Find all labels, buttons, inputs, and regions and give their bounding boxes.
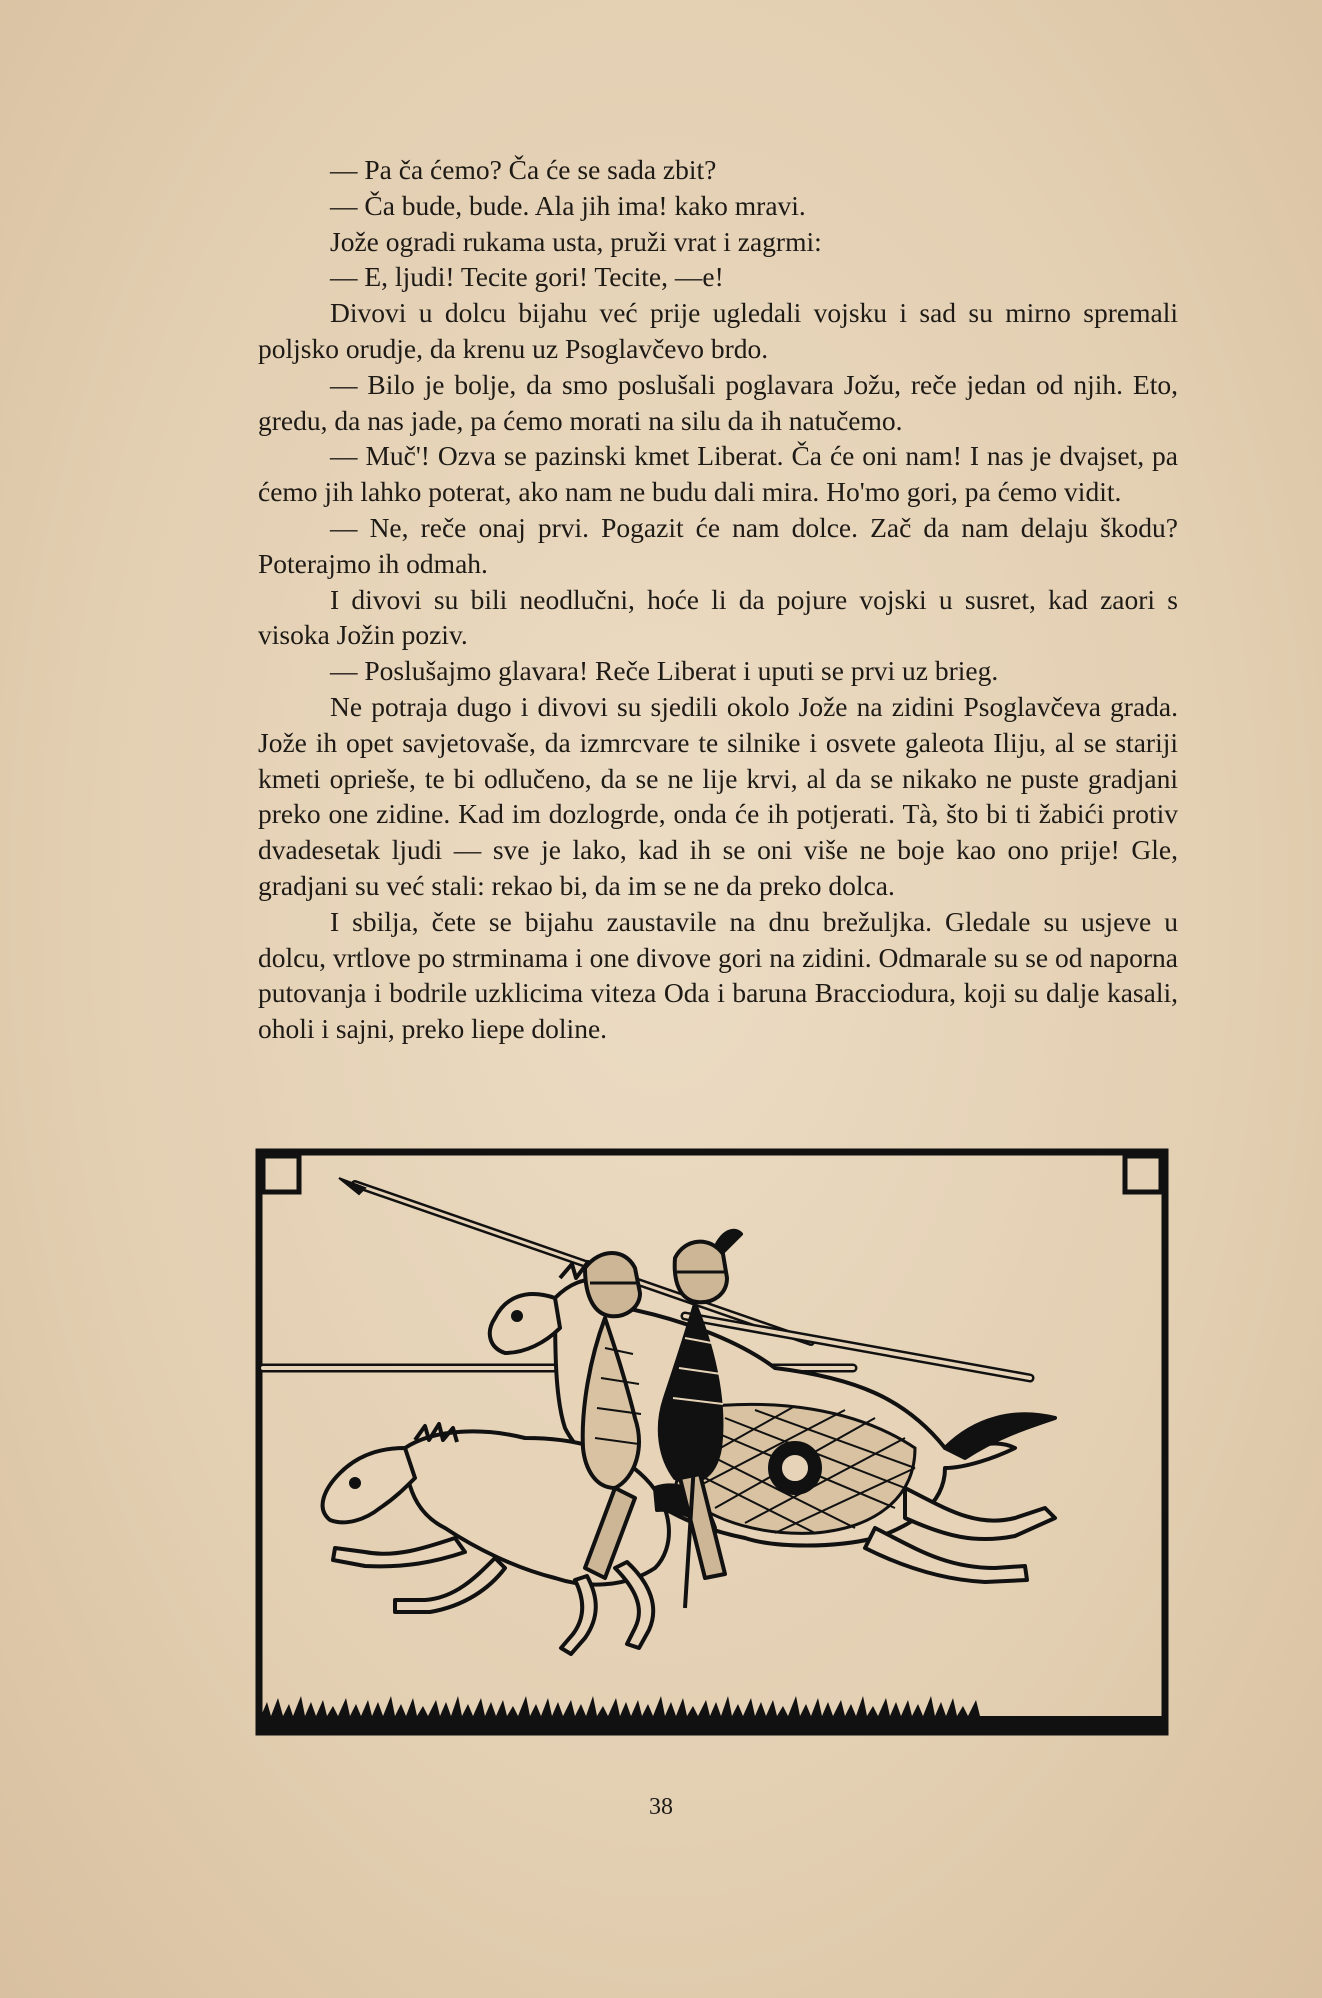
paragraph: — Ča bude, bude. Ala jih ima! kako mravi. [330,189,806,221]
paragraph: — Ne, reče onaj prvi. Pogazit će nam dolce. Zač da nam delaju škodu? Poterajmo ih odmah. [258,511,1178,579]
jousting-knights-illustration [255,1148,1175,1740]
paragraph: — Poslušajmo glavara! Reče Liberat i uputi se prvi uz brieg. [330,655,999,687]
paragraph: Ne potraja dugo i divovi su sjedili okolo Jože na zidini Psoglavčeva grada. Jože ih opet savjetovaše, da izmrcvare te silnike i osvete galeota Iliju, al se stariji kmeti oprieše, te bi odlučeno, da se ne lije krvi, al da se nikako ne puste gradjani preko one zidine. Kad im dozlogrde, onda će ih potjerati. Tà, što bi ti žabići protiv dvadesetak ljudi — sve je lako, kad ih se oni više ne boje kao ono prije! Gle, gradjani su već stali: rekao bi, da im se ne da preko dolca. [258,690,1178,901]
corner-square-left [263,1156,299,1192]
page-number: 38 [649,1794,673,1820]
paragraph: — Muč'! Ozva se pazinski kmet Liberat. Ča će oni nam! I nas je dvajset, pa ćemo jih lahko poterat, ako nam ne budu dali mira. Ho'mo gori, pa ćemo vidit. [258,440,1178,508]
paragraph: Divovi u dolcu bijahu već prije ugledali vojsku i sad su mirno spremali poljsko orudje, da krenu uz Psoglavčevo brdo. [258,297,1178,364]
story-text [258,152,1178,1047]
paragraph: — Pa ča ćemo? Ča će se sada zbit? [330,154,717,185]
paragraph: I divovi su bili neodlučni, hoće li da pojure vojski u susret, kad zaori s visoka Jožin poziv. [258,583,1178,651]
corner-square-right [1125,1156,1161,1192]
grass-strip [259,1696,1165,1732]
paragraph: — Bilo je bolje, da smo poslušali poglavara Jožu, reče jedan od njih. Eto, gredu, da nas jade, pa ćemo morati na silu da ih natučemo. [258,368,1178,436]
paragraph: — E, ljudi! Tecite gori! Tecite, —e! [330,261,724,293]
paragraph: Jože ogradi rukama usta, pruži vrat i zagrmi: [330,225,822,257]
paragraph: I sbilja, čete se bijahu zaustavile na dnu brežuljka. Gledale su usjeve u dolcu, vrtlove po strminama i one divove gori na zidini. Odmarale su se od naporna putovanja i bodrile uzklicima viteza Oda i baruna Bracciodura, koji su dalje kasali, oholi i sajni, preko liepe doline. [258,905,1178,1045]
